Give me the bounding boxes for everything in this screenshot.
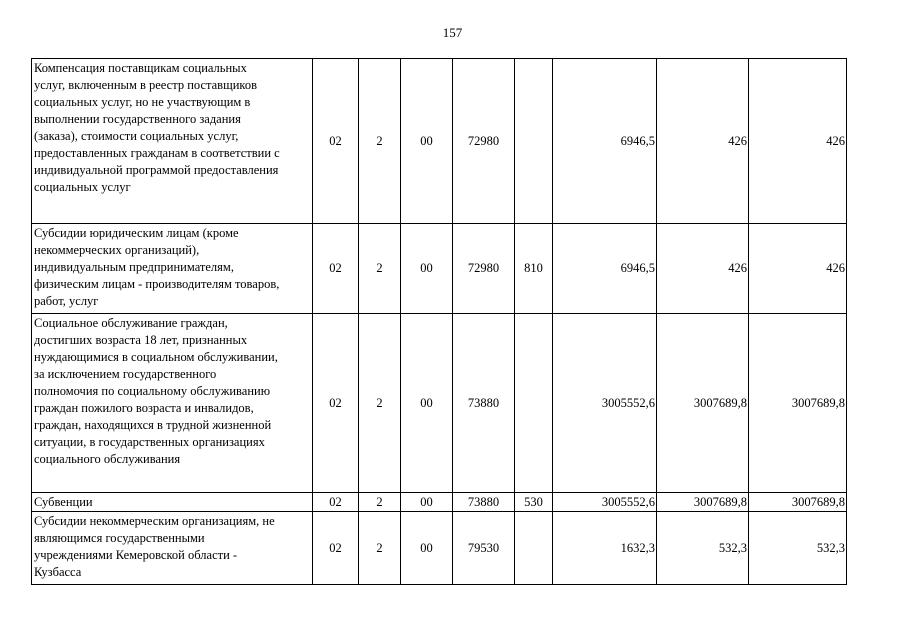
amount-year2-cell: 3007689,8 [657, 314, 749, 493]
expense-type-cell: 810 [515, 224, 553, 314]
event-code-cell: 00 [401, 493, 453, 512]
amount-year1-cell: 6946,5 [553, 224, 657, 314]
direction-code-cell: 72980 [453, 224, 515, 314]
amount-year2-cell: 532,3 [657, 512, 749, 585]
program-code-cell: 02 [313, 59, 359, 224]
table-row [32, 59, 847, 224]
subprogram-code-cell: 2 [359, 314, 401, 493]
direction-code-cell: 73880 [453, 493, 515, 512]
table-row [32, 314, 847, 493]
amount-year3-cell: 3007689,8 [749, 314, 847, 493]
amount-year3-cell: 3007689,8 [749, 493, 847, 512]
amount-year1-cell: 1632,3 [553, 512, 657, 585]
amount-year1-cell: 6946,5 [553, 59, 657, 224]
expense-type-cell [515, 512, 553, 585]
subprogram-code-cell: 2 [359, 59, 401, 224]
event-code-cell: 00 [401, 224, 453, 314]
direction-code-cell: 72980 [453, 59, 515, 224]
direction-code-cell: 79530 [453, 512, 515, 585]
program-code-cell: 02 [313, 512, 359, 585]
budget-table [31, 58, 847, 585]
table-row [32, 512, 847, 585]
expense-type-cell [515, 314, 553, 493]
row-name-cell: Субсидии некоммерческим организациям, не являющимся государственными учреждениями Кемеровской области - Кузбасса [32, 512, 313, 585]
direction-code-cell: 73880 [453, 314, 515, 493]
program-code-cell: 02 [313, 224, 359, 314]
program-code-cell: 02 [313, 314, 359, 493]
expense-type-cell [515, 59, 553, 224]
table-row [32, 493, 847, 512]
amount-year2-cell: 3007689,8 [657, 493, 749, 512]
subprogram-code-cell: 2 [359, 512, 401, 585]
amount-year3-cell: 426 [749, 59, 847, 224]
page-number: 157 [442, 25, 463, 40]
row-name-cell: Субсидии юридическим лицам (кроме некоммерческих организаций), индивидуальным предпринимателям, физическим лицам - производителям товаров, работ, услуг [32, 224, 313, 314]
amount-year2-cell: 426 [657, 59, 749, 224]
program-code-cell: 02 [313, 493, 359, 512]
expense-type-cell: 530 [515, 493, 553, 512]
subprogram-code-cell: 2 [359, 224, 401, 314]
subprogram-code-cell: 2 [359, 493, 401, 512]
event-code-cell: 00 [401, 512, 453, 585]
row-name-cell: Социальное обслуживание граждан, достигших возраста 18 лет, признанных нуждающимися в социальном обслуживании, за исключением государственного полномочия по социальному обслуживанию граждан пожилого возраста и инвалидов, граждан, находящихся в трудной жизненной ситуации, в государственных организациях социального обслуживания [32, 314, 313, 493]
row-name-cell: Субвенции [32, 493, 313, 512]
event-code-cell: 00 [401, 59, 453, 224]
amount-year1-cell: 3005552,6 [553, 493, 657, 512]
amount-year1-cell: 3005552,6 [553, 314, 657, 493]
event-code-cell: 00 [401, 314, 453, 493]
amount-year3-cell: 426 [749, 224, 847, 314]
row-name-cell: Компенсация поставщикам социальных услуг, включенным в реестр поставщиков социальных услуг, но не участвующим в выполнении государственного задания (заказа), стоимости социальных услуг, предоставленных гражданам в соответствии с индивидуальной программой предоставления социальных услуг [32, 59, 313, 224]
amount-year3-cell: 532,3 [749, 512, 847, 585]
amount-year2-cell: 426 [657, 224, 749, 314]
table-row [32, 224, 847, 314]
